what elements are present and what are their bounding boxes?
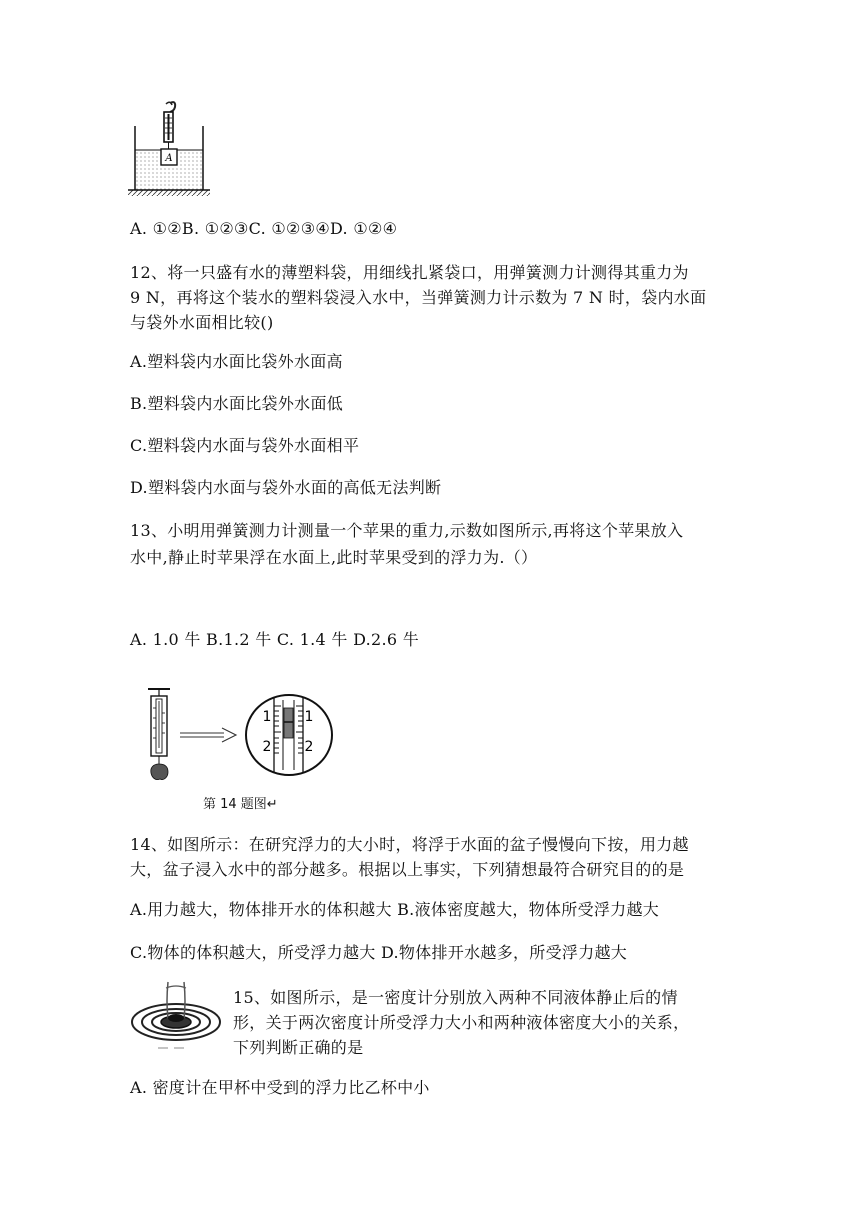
apple-spring-scale-figure: [140, 686, 340, 784]
scale-label-1-right: 1: [304, 709, 314, 725]
hydrometer-figure: [128, 978, 224, 1054]
scale-label-1-left: 1: [262, 709, 272, 725]
fig14-caption: 第 14 题图↵: [203, 797, 278, 812]
q11-options: A. ①②B. ①②③C. ①②③④D. ①②④: [130, 219, 398, 238]
q12-option-b: B.塑料袋内水面比袋外水面低: [130, 394, 344, 413]
q14-options-line-2: C.物体的体积越大，所受浮力越大 D.物体排开水越多，所受浮力越大: [130, 943, 628, 962]
q14-options-line-1: A.用力越大，物体排开水的体积越大 B.液体密度越大，物体所受浮力越大: [130, 900, 660, 919]
q12-option-a: A.塑料袋内水面比袋外水面高: [130, 352, 343, 371]
scale-label-2-right: 2: [304, 739, 314, 755]
q15-stem-line-3: 下列判断正确的是: [233, 1038, 364, 1057]
q12-option-d: D.塑料袋内水面与袋外水面的高低无法判断: [130, 478, 442, 497]
q14-stem-line-1: 14、如图所示：在研究浮力的大小时，将浮于水面的盆子慢慢向下按，用力越: [130, 835, 689, 854]
q12-stem-line-2: 9 N，再将这个装水的塑料袋浸入水中，当弹簧测力计示数为 7 N 时，袋内水面: [130, 288, 707, 307]
q12-option-c: C.塑料袋内水面与袋外水面相平: [130, 436, 360, 455]
q13-stem-line-1: 13、小明用弹簧测力计测量一个苹果的重力,示数如图所示,再将这个苹果放入: [130, 521, 684, 540]
q15-option-a: A. 密度计在甲杯中受到的浮力比乙杯中小: [130, 1078, 430, 1097]
q12-stem-line-3: 与袋外水面相比较(): [130, 313, 274, 332]
q15-stem-line-2: 形，关于两次密度计所受浮力大小和两种液体密度大小的关系，: [233, 1013, 690, 1032]
spring-scale-tank-figure: [128, 100, 210, 198]
q12-stem-line-1: 12、将一只盛有水的薄塑料袋，用细线扎紧袋口，用弹簧测力计测得其重力为: [130, 263, 689, 282]
q15-stem-line-1: 15、如图所示，是一密度计分别放入两种不同液体静止后的情: [233, 988, 678, 1007]
q14-stem-line-2: 大，盆子浸入水中的部分越多。根据以上事实，下列猜想最符合研究目的的是: [130, 860, 685, 879]
scale-label-2-left: 2: [262, 739, 272, 755]
q13-stem-line-2: 水中,静止时苹果浮在水面上,此时苹果受到的浮力为.（）: [130, 548, 538, 567]
block-a-label: A: [165, 153, 173, 164]
q13-options: A. 1.0 牛 B.1.2 牛 C. 1.4 牛 D.2.6 牛: [130, 630, 420, 649]
